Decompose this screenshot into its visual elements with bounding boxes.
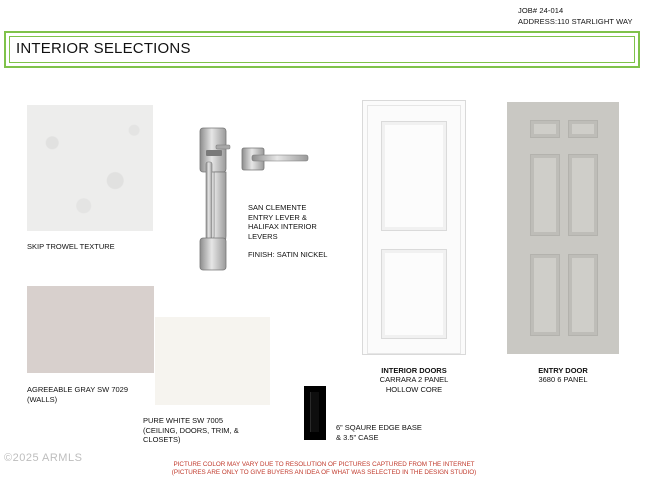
trim-paint-line-2: (CEILING, DOORS, TRIM, & [143, 425, 239, 435]
baseboard-line-2: & 3.5” CASE [336, 432, 379, 442]
entry-door-panel [568, 154, 598, 236]
entry-door-panel [568, 254, 598, 336]
wall-paint-swatch [27, 286, 154, 373]
interior-doors-line-1: CARRARA 2 PANEL [379, 375, 449, 384]
entry-door-title: ENTRY DOOR [538, 366, 588, 375]
hardware-name [248, 203, 317, 241]
interior-door-panel-bottom [381, 249, 447, 339]
disclaimer-line-2: (PICTURES ARE ONLY TO GIVE BUYERS AN IDEA OF WHAT WAS SELECTED IN THE DESIGN STUDIO) [171, 469, 477, 476]
title-banner [4, 31, 640, 68]
texture-swatch [27, 105, 153, 231]
hardware-line-4: LEVERS [248, 231, 278, 241]
entry-door-image [507, 102, 619, 354]
interior-doors-line-2: HOLLOW CORE [385, 385, 443, 394]
trim-paint-line-1: PURE WHITE SW 7005 [143, 416, 224, 425]
interior-doors-title: INTERIOR DOORS [381, 366, 447, 375]
hardware-line-3: HALIFAX INTERIOR [248, 222, 317, 231]
armls-watermark: ©2025 ARMLS [4, 452, 83, 464]
disclaimer [0, 461, 648, 477]
job-number: JOB# 24-014 [518, 6, 564, 15]
wall-paint-line-1: AGREEABLE GRAY SW 7029 [27, 385, 129, 394]
baseboard-line-1: 6” SQAURE EDGE BASE [336, 423, 422, 432]
disclaimer-line-1: PICTURE COLOR MAY VARY DUE TO RESOLUTION OF PICTURES CAPTURED FROM THE INTERNET [173, 461, 475, 468]
baseboard-label [336, 423, 422, 442]
texture-label: SKIP TROWEL TEXTURE [27, 242, 115, 251]
job-address: ADDRESS:110 STARLIGHT WAY [518, 17, 633, 26]
wall-paint-label [27, 385, 128, 404]
hardware-finish: FINISH: SATIN NICKEL [248, 250, 328, 259]
hardware-line-2: ENTRY LEVER & [248, 212, 307, 222]
job-info [518, 5, 633, 27]
trim-paint-swatch [155, 317, 270, 405]
page-title: INTERIOR SELECTIONS [16, 40, 191, 57]
hardware-line-1: SAN CLEMENTE [248, 203, 307, 212]
entry-door-panel [530, 154, 560, 236]
interior-door-panel-top [381, 121, 447, 231]
entry-door-panel [530, 120, 560, 138]
entry-door-panel [530, 254, 560, 336]
baseboard-image [304, 386, 326, 440]
trim-paint-label [143, 416, 239, 445]
wall-paint-line-2: (WALLS) [27, 394, 58, 404]
entry-door-panel [568, 120, 598, 138]
entry-door-line-1: 3680 6 PANEL [538, 375, 588, 384]
interior-door-image [362, 100, 466, 355]
trim-paint-line-3: CLOSETS) [143, 435, 181, 444]
